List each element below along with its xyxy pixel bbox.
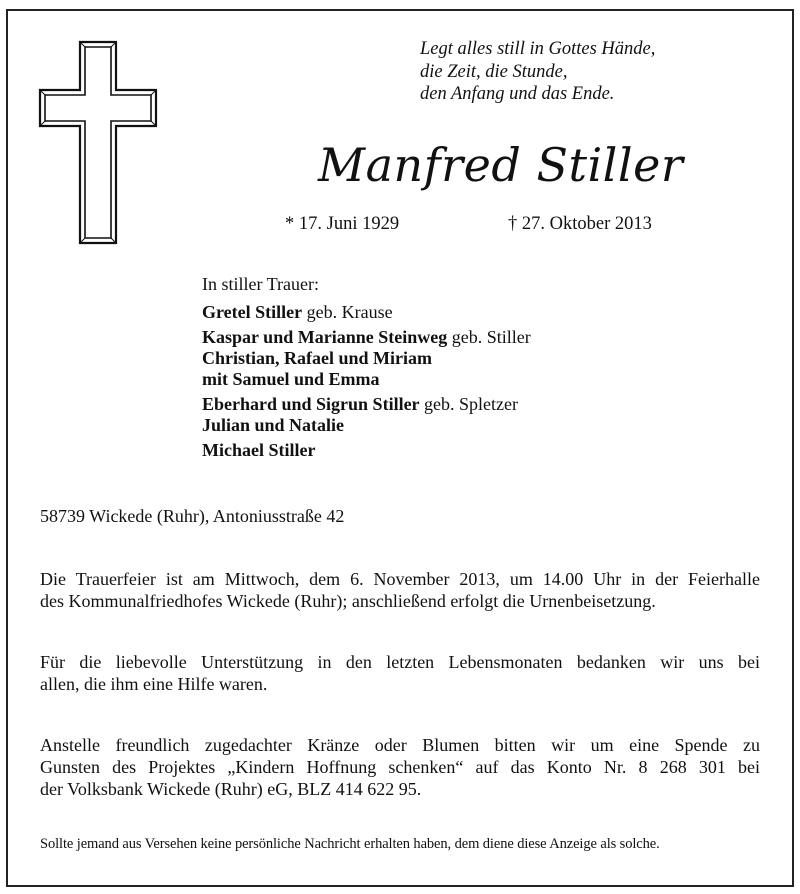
paragraph-line: Die Trauerfeier ist am Mittwoch, dem 6. November 2013, um 14.00 Uhr in der Feierhalle xyxy=(40,569,760,589)
mourner-name: mit Samuel und Emma xyxy=(202,369,380,389)
paragraph-line: Gunsten des Projektes „Kindern Hoffnung schenken“ auf das Konto Nr. 8 268 301 bei xyxy=(40,757,760,777)
paragraph-line: Anstelle freundlich zugedachter Kränze oder Blumen bitten wir um eine Spende zu xyxy=(40,735,760,755)
mourner-maiden-name: geb. Spletzer xyxy=(419,394,519,414)
mourner-name: Julian und Natalie xyxy=(202,415,345,435)
mourner-line xyxy=(202,415,531,436)
motto-line: Legt alles still in Gottes Hände, xyxy=(420,39,656,59)
motto-verse xyxy=(420,38,760,106)
mourners-intro: In stiller Trauer: xyxy=(202,274,319,294)
birth-date: * 17. Juni 1929 xyxy=(285,214,400,234)
funeral-paragraph xyxy=(40,568,760,612)
paragraph-line: allen, die ihm eine Hilfe waren. xyxy=(40,674,268,694)
mourner-line xyxy=(202,302,531,323)
mourner-name: Michael Stiller xyxy=(202,440,316,460)
mourner-group xyxy=(202,302,531,323)
motto-line: den Anfang und das Ende. xyxy=(420,84,615,104)
motto-line: die Zeit, die Stunde, xyxy=(420,61,568,82)
mourner-line xyxy=(202,348,531,369)
paragraph-line: Für die liebevolle Unterstützung in den letzten Lebensmonaten bedanken wir uns bei xyxy=(40,652,760,672)
mourner-group xyxy=(202,394,531,436)
mourner-line xyxy=(202,369,531,390)
paragraph-line: der Volksbank Wickede (Ruhr) eG, BLZ 414 622 95. xyxy=(40,779,422,799)
mourner-group xyxy=(202,327,531,390)
thanks-paragraph xyxy=(40,651,760,695)
mourner-maiden-name: geb. Krause xyxy=(302,302,393,322)
mourner-name: Kaspar und Marianne Steinweg xyxy=(202,327,448,347)
cross-icon xyxy=(38,40,158,245)
donation-paragraph xyxy=(40,734,760,800)
paragraph-line: des Kommunalfriedhofes Wickede (Ruhr); anschließend erfolgt die Urnenbeisetzung. xyxy=(40,591,656,611)
death-date: † 27. Oktober 2013 xyxy=(508,214,652,234)
mourner-group xyxy=(202,440,531,461)
mourner-line xyxy=(202,394,531,415)
mourner-line xyxy=(202,440,531,461)
mourner-name: Christian, Rafael und Miriam xyxy=(202,348,433,368)
notification-note: Sollte jemand aus Versehen keine persönliche Nachricht erhalten haben, dem diene diese Anzeige als solche. xyxy=(40,836,660,852)
mourners-list xyxy=(202,302,531,465)
mourner-line xyxy=(202,327,531,348)
address: 58739 Wickede (Ruhr), Antoniusstraße 42 xyxy=(40,506,345,526)
deceased-name: Manfred Stiller xyxy=(318,138,684,192)
mourner-name: Eberhard und Sigrun Stiller xyxy=(202,394,420,414)
mourner-name: Gretel Stiller xyxy=(202,302,303,322)
mourner-maiden-name: geb. Stiller xyxy=(447,327,531,347)
